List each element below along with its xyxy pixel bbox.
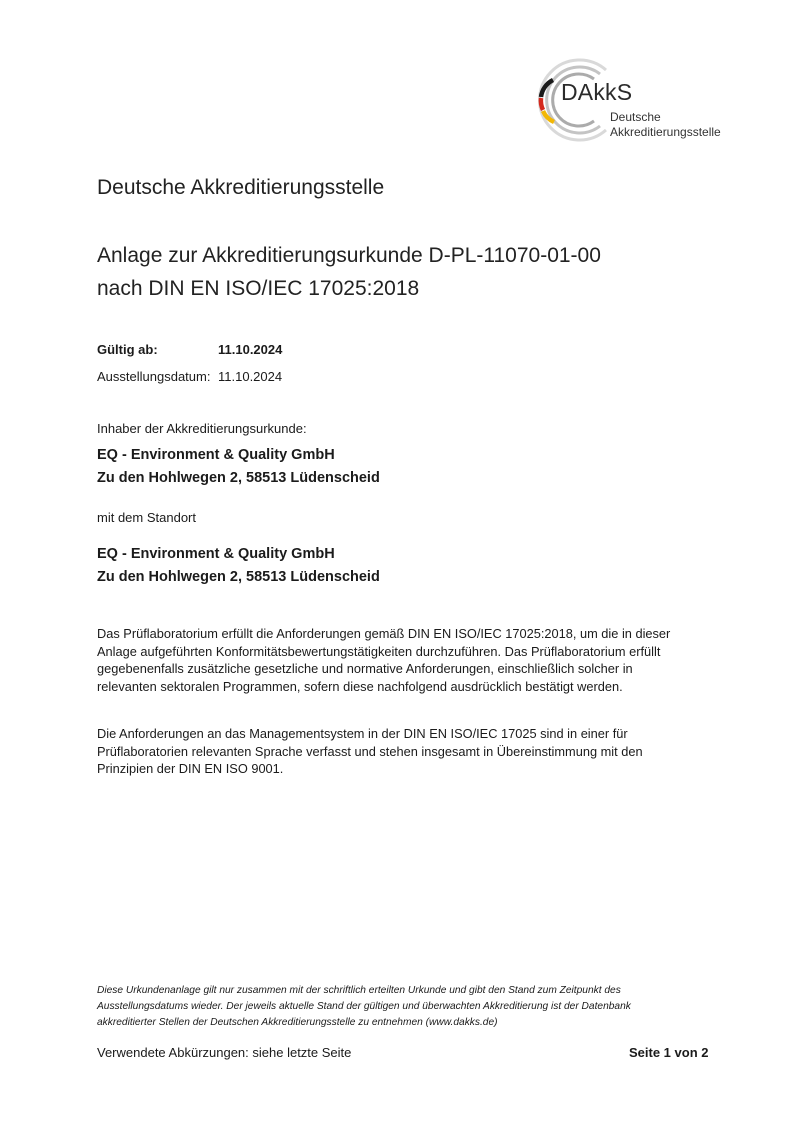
paragraph-line: Prüflaboratorien relevanten Sprache verfasst und stehen insgesamt in Übereinstimmung mit den	[97, 743, 643, 759]
issue-date-label: Ausstellungsdatum:	[97, 369, 211, 384]
holder-address: Zu den Hohlwegen 2, 58513 Lüdenscheid	[97, 470, 380, 486]
site-name: EQ - Environment & Quality GmbH	[97, 546, 335, 562]
document-title-line2: nach DIN EN ISO/IEC 17025:2018	[97, 277, 420, 300]
valid-from-label: Gültig ab:	[97, 342, 158, 357]
organization-heading: Deutsche Akkreditierungsstelle	[97, 176, 385, 199]
footer-note-line: Diese Urkundenanlage gilt nur zusammen mit der schriftlich erteilten Urkunde und gibt den Stand zum Zeitpunkt des	[97, 985, 621, 996]
dakks-logo	[528, 52, 738, 142]
paragraph-conformity	[97, 625, 717, 695]
holder-label: Inhaber der Akkreditierungsurkunde:	[97, 421, 307, 436]
site-address: Zu den Hohlwegen 2, 58513 Lüdenscheid	[97, 569, 380, 585]
footer-note-line: Ausstellungsdatums wieder. Der jeweils aktuelle Stand der gültigen und überwachten Akkreditierung ist der Datenbank	[97, 1001, 631, 1012]
paragraph-line: Anlage aufgeführten Konformitätsbewertungstätigkeiten durchzuführen. Das Prüflaboratorium erfüllt	[97, 643, 661, 659]
logo-wordmark: DAkkS	[561, 79, 633, 105]
footer-note-line: akkreditierter Stellen der Deutschen Akkreditierungsstelle zu entnehmen (www.dakks.de)	[97, 1017, 498, 1028]
abbreviations-note: Verwendete Abkürzungen: siehe letzte Seite	[97, 1045, 352, 1060]
valid-from-value: 11.10.2024	[218, 342, 283, 357]
document-title-line1: Anlage zur Akkreditierungsurkunde D-PL-11070-01-00	[97, 244, 601, 267]
logo-subtitle-line1: Deutsche	[610, 110, 661, 124]
paragraph-line: relevanten sektoralen Programmen, sofern diese nachfolgend ausdrücklich bestätigt werden.	[97, 678, 623, 694]
paragraph-line: Die Anforderungen an das Managementsystem in der DIN EN ISO/IEC 17025 sind in einer für	[97, 726, 628, 741]
paragraph-line: Das Prüflaboratorium erfüllt die Anforderungen gemäß DIN EN ISO/IEC 17025:2018, um die in dieser	[97, 626, 671, 641]
issue-date-value: 11.10.2024	[218, 369, 283, 384]
page-number: Seite 1 von 2	[629, 1045, 709, 1060]
paragraph-line: gegebenenfalls zusätzliche gesetzliche und normative Anforderungen, einschließlich solcher in	[97, 661, 633, 676]
site-label: mit dem Standort	[97, 510, 196, 525]
logo-subtitle-line2: Akkreditierungsstelle	[610, 125, 721, 139]
paragraph-management-system	[97, 725, 717, 778]
footer-note	[97, 983, 717, 1031]
holder-name: EQ - Environment & Quality GmbH	[97, 447, 335, 463]
paragraph-line: Prinzipien der DIN EN ISO 9001.	[97, 761, 284, 776]
